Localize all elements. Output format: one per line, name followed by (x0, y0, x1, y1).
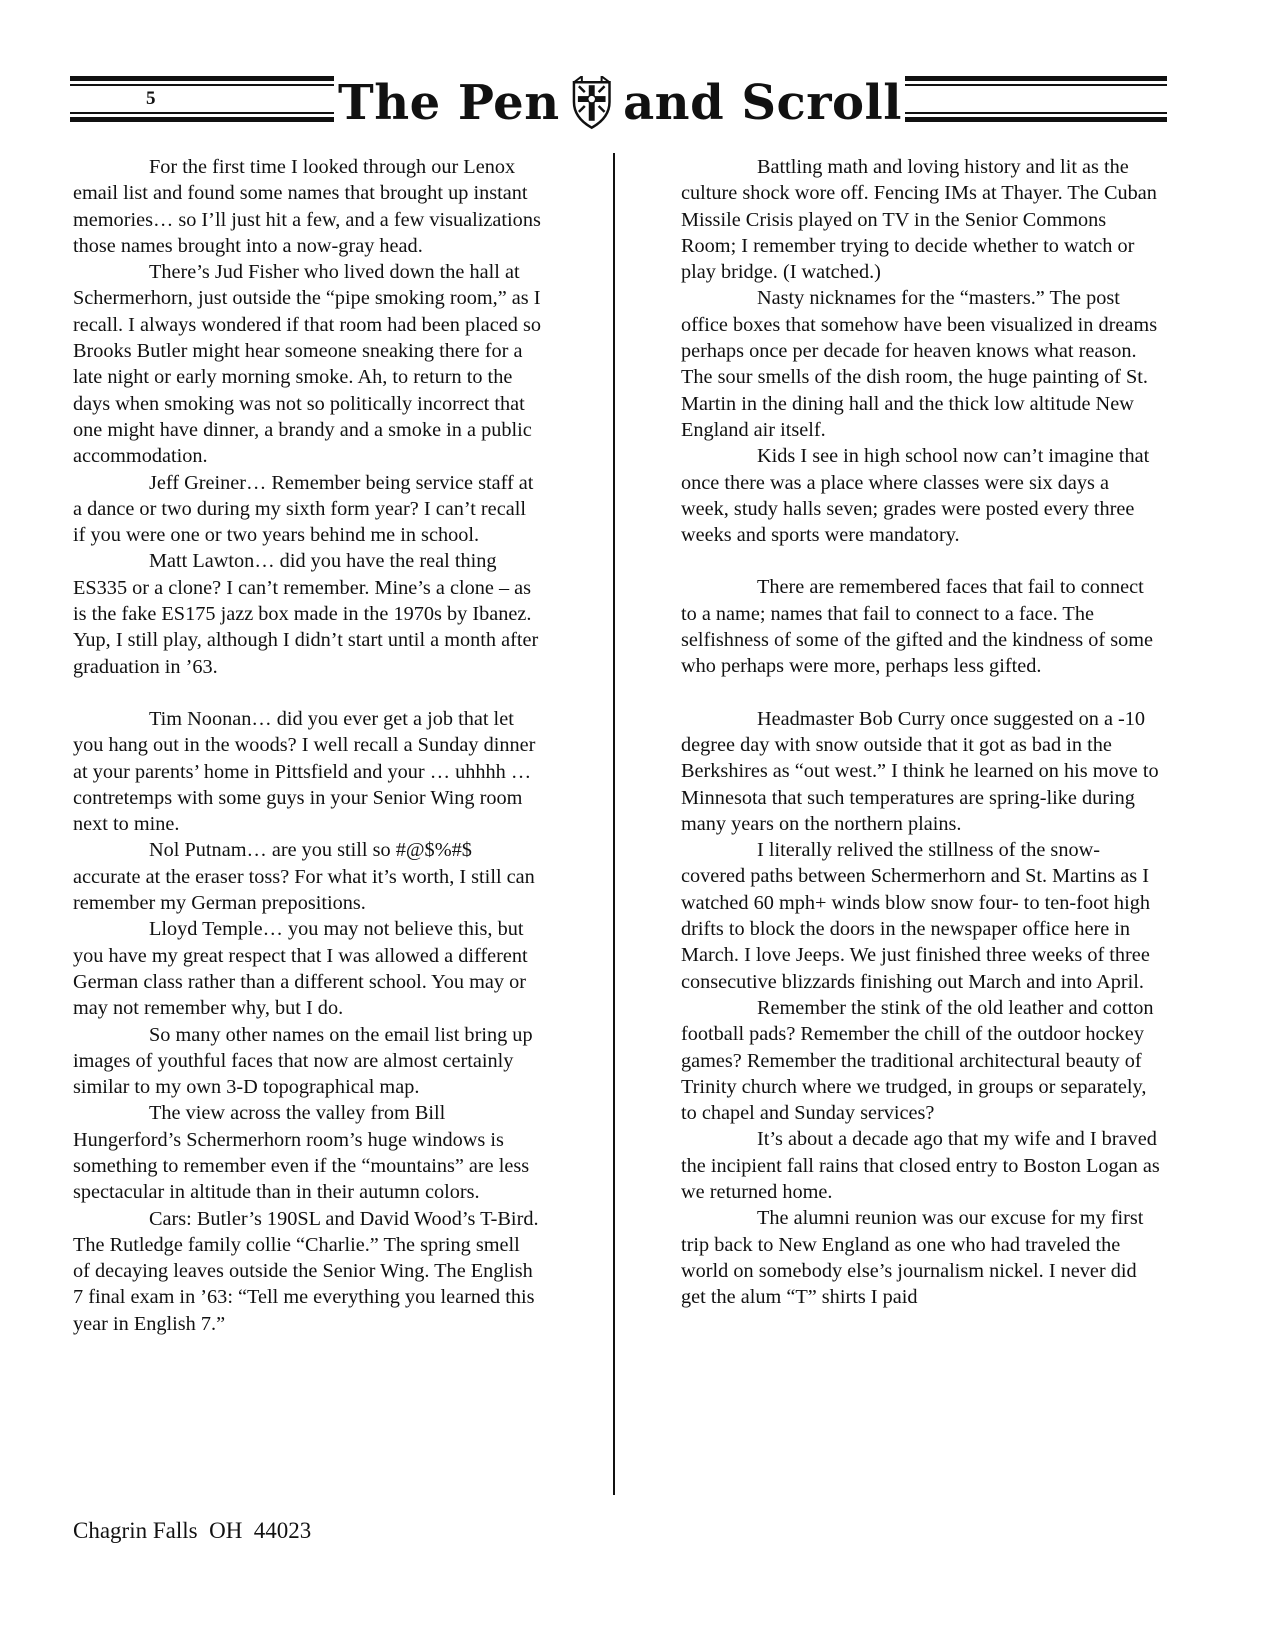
paragraph: So many other names on the email list bring up images of youthful faces that now are almost certainly similar to my own 3-D topographical map. (73, 1023, 533, 1099)
paragraph: There are remembered faces that fail to connect to a name; names that fail to connect to a face. The selfishness of some of the gifted and the kindness of some who perhaps were more, perhaps less gifted. (681, 576, 1154, 678)
masthead (70, 72, 1167, 134)
paragraph: Lloyd Temple… you may not believe this, but you have my great respect that I was allowed a different German class rather than a different school. You may or may not remember why, but I do. (73, 918, 528, 1020)
paragraph: Cars: Butler’s 190SL and David Wood’s T-Bird. The Rutledge family collie “Charlie.” The spring smell of decaying leaves outside the Senior Wing. The English 7 final exam in ’63: “Tell me everything you learned this year in English 7.” (73, 1207, 539, 1335)
title-part-2: and Scroll (623, 75, 902, 131)
page-number: 5 (146, 88, 156, 109)
paragraph: Kids I see in high school now can’t imagine that once there was a place where classes were six days a week, study halls seven; grades were posted every three weeks and sports were mandatory. (681, 445, 1150, 547)
paragraph: Remember the stink of the old leather and cotton football pads? Remember the chill of the outdoor hockey games? Remember the traditional architectural beauty of Trinity church where we trudged, in groups or separately, to chapel and Sunday services? (681, 996, 1154, 1125)
paragraph: Nasty nicknames for the “masters.” The post office boxes that somehow have been visualized in dreams perhaps once per decade for heaven knows what reason. The sour smells of the dish room, the huge painting of St. Martin in the dining hall and the thick low altitude New England air itself. (681, 287, 1158, 441)
masthead-rule-right (905, 76, 1167, 126)
paragraph: The view across the valley from Bill Hungerford’s Schermerhorn room’s huge windows is something to remember even if the “mountains” are less spectacular in altitude than in their autumn colors. (73, 1102, 530, 1204)
right-column (681, 154, 1161, 1310)
paragraph: For the first time I looked through our Lenox email list and found some names that brought up instant memories… so I’ll just hit a few, and a few visualizations those names brought into a now-gray head. (73, 156, 541, 257)
paragraph: Matt Lawton… did you have the real thing ES335 or a clone? I can’t remember. Mine’s a clone – as is the fake ES175 jazz box made in the 1970s by Ibanez. Yup, I still play, although I didn’t start until a month after graduation in ’63. (73, 550, 539, 678)
paragraph: Tim Noonan… did you ever get a job that let you hang out in the woods? I well recall a Sunday dinner at your parents’ home in Pittsfield and your … uhhhh … contretemps with some guys in your Senior Wing room next to mine. (73, 707, 536, 836)
paragraph: The alumni reunion was our excuse for my first trip back to New England as one who had traveled the world on somebody else’s journalism nickel. I never did get the alum “T” shirts I paid (681, 1207, 1144, 1309)
paragraph: I literally relived the stillness of the snow-covered paths between Schermerhorn and St. Martins as I watched 60 mph+ winds blow snow four- to ten-foot high drifts to block the doors in the newspaper office here in March. I love Jeeps. We just finished three weeks of three consecutive blizzards finishing out March and into April. (681, 839, 1150, 993)
masthead-rule-left (70, 76, 334, 126)
left-column (73, 154, 541, 1337)
newsletter-title (338, 72, 902, 134)
paragraph: There’s Jud Fisher who lived down the hall at Schermerhorn, just outside the “pipe smoking room,” as I recall. I always wondered if that room had been placed so Brooks Butler might hear someone sneaking there for a late night or early morning smoke. Ah, to return to the days when smoking was not so politically incorrect that one might have dinner, a brandy and a smoke in a public accommodation. (73, 261, 541, 468)
footer-location: Chagrin Falls OH 44023 (73, 1518, 312, 1543)
paragraph: Jeff Greiner… Remember being service staff at a dance or two during my sixth form year? I can’t recall if you were one or two years behind me in school. (73, 471, 534, 547)
paragraph: Battling math and loving history and lit as the culture shock wore off. Fencing IMs at Thayer. The Cuban Missile Crisis played on TV in the Senior Commons Room; I remember trying to decide whether to watch or play bridge. (I watched.) (681, 156, 1157, 284)
paragraph: It’s about a decade ago that my wife and I braved the incipient fall rains that closed entry to Boston Logan as we returned home. (681, 1128, 1160, 1203)
heraldic-shield-icon (570, 76, 613, 130)
column-divider (613, 153, 615, 1495)
paragraph: Nol Putnam… are you still so #@$%#$ accurate at the eraser toss? For what it’s worth, I still can remember my German prepositions. (73, 839, 535, 915)
paragraph: Headmaster Bob Curry once suggested on a -10 degree day with snow outside that it got as bad in the Berkshires as “out west.” I think he learned on his move to Minnesota that such temperatures are spring-like during many years on the northern plains. (681, 707, 1159, 835)
title-part-1: The Pen (338, 75, 560, 131)
